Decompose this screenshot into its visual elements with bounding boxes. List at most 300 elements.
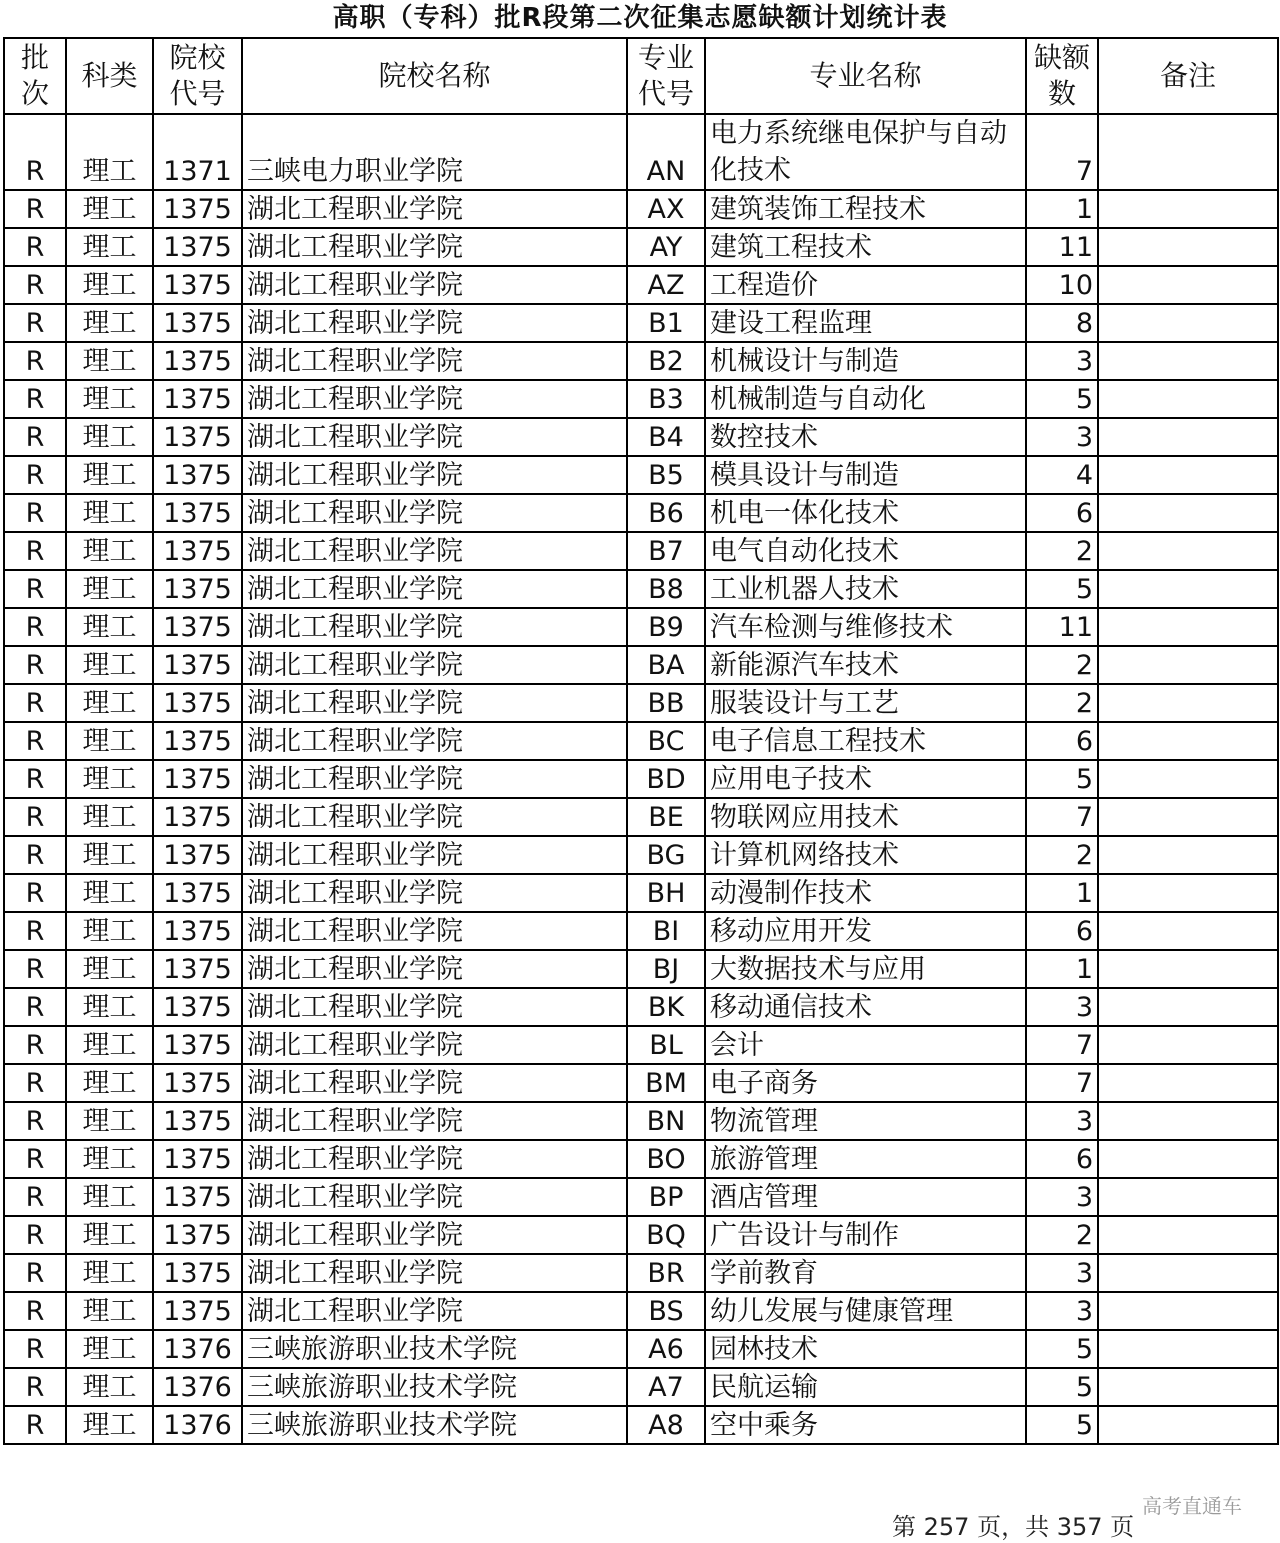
cell-major-code: BR (627, 1254, 705, 1292)
cell-vacancy: 7 (1026, 114, 1098, 190)
cell-school-code: 1375 (153, 494, 242, 532)
table-body (4, 114, 1278, 1444)
cell-major-code: BH (627, 874, 705, 912)
cell-school-code: 1375 (153, 950, 242, 988)
cell-batch: R (4, 722, 66, 760)
vacancy-table (3, 37, 1279, 1445)
cell-category: 理工 (66, 684, 153, 722)
table-row (4, 1026, 1278, 1064)
cell-vacancy: 2 (1026, 836, 1098, 874)
cell-batch: R (4, 1140, 66, 1178)
table-row (4, 266, 1278, 304)
cell-major-name: 电子信息工程技术 (705, 722, 1026, 760)
table-row (4, 418, 1278, 456)
cell-vacancy: 2 (1026, 1216, 1098, 1254)
cell-notes (1098, 1064, 1278, 1102)
cell-category: 理工 (66, 1406, 153, 1444)
cell-major-name: 园林技术 (705, 1330, 1026, 1368)
cell-notes (1098, 1140, 1278, 1178)
cell-school-name: 湖北工程职业学院 (242, 836, 627, 874)
cell-major-code: BG (627, 836, 705, 874)
cell-notes (1098, 228, 1278, 266)
cell-major-code: BM (627, 1064, 705, 1102)
cell-batch: R (4, 494, 66, 532)
cell-major-name: 建筑工程技术 (705, 228, 1026, 266)
cell-notes (1098, 1026, 1278, 1064)
cell-vacancy: 11 (1026, 228, 1098, 266)
cell-major-code: BE (627, 798, 705, 836)
cell-school-name: 湖北工程职业学院 (242, 418, 627, 456)
cell-notes (1098, 532, 1278, 570)
cell-category: 理工 (66, 570, 153, 608)
cell-major-name: 机械设计与制造 (705, 342, 1026, 380)
cell-major-name: 电气自动化技术 (705, 532, 1026, 570)
cell-category: 理工 (66, 1102, 153, 1140)
cell-vacancy: 2 (1026, 646, 1098, 684)
cell-school-name: 湖北工程职业学院 (242, 494, 627, 532)
cell-school-name: 湖北工程职业学院 (242, 684, 627, 722)
cell-school-name: 湖北工程职业学院 (242, 532, 627, 570)
cell-major-name: 建设工程监理 (705, 304, 1026, 342)
cell-major-code: A6 (627, 1330, 705, 1368)
table-row (4, 646, 1278, 684)
cell-category: 理工 (66, 418, 153, 456)
cell-vacancy: 6 (1026, 494, 1098, 532)
cell-school-name: 湖北工程职业学院 (242, 722, 627, 760)
cell-school-code: 1375 (153, 1064, 242, 1102)
cell-category: 理工 (66, 1216, 153, 1254)
cell-batch: R (4, 456, 66, 494)
cell-vacancy: 3 (1026, 1254, 1098, 1292)
cell-vacancy: 11 (1026, 608, 1098, 646)
cell-batch: R (4, 1178, 66, 1216)
cell-school-name: 湖北工程职业学院 (242, 228, 627, 266)
cell-school-code: 1375 (153, 874, 242, 912)
cell-batch: R (4, 1064, 66, 1102)
cell-school-name: 湖北工程职业学院 (242, 1102, 627, 1140)
cell-school-name: 湖北工程职业学院 (242, 798, 627, 836)
cell-major-code: BO (627, 1140, 705, 1178)
cell-major-code: B1 (627, 304, 705, 342)
cell-school-code: 1375 (153, 342, 242, 380)
cell-major-code: A8 (627, 1406, 705, 1444)
cell-school-code: 1376 (153, 1330, 242, 1368)
cell-major-name: 应用电子技术 (705, 760, 1026, 798)
header-category: 科类 (66, 38, 153, 114)
cell-major-code: B5 (627, 456, 705, 494)
document-title: 高职（专科）批R段第二次征集志愿缺额计划统计表 (332, 3, 948, 33)
cell-school-name: 湖北工程职业学院 (242, 950, 627, 988)
cell-major-code: B6 (627, 494, 705, 532)
cell-notes (1098, 722, 1278, 760)
cell-notes (1098, 418, 1278, 456)
cell-major-name: 物联网应用技术 (705, 798, 1026, 836)
cell-school-code: 1375 (153, 1292, 242, 1330)
cell-school-name: 湖北工程职业学院 (242, 1216, 627, 1254)
cell-school-name: 湖北工程职业学院 (242, 456, 627, 494)
table-row (4, 1064, 1278, 1102)
table-row (4, 1216, 1278, 1254)
cell-school-name: 湖北工程职业学院 (242, 304, 627, 342)
cell-category: 理工 (66, 722, 153, 760)
cell-vacancy: 1 (1026, 950, 1098, 988)
cell-major-name: 数控技术 (705, 418, 1026, 456)
cell-batch: R (4, 988, 66, 1026)
table-row (4, 1330, 1278, 1368)
cell-major-name: 移动应用开发 (705, 912, 1026, 950)
cell-major-code: BN (627, 1102, 705, 1140)
cell-school-code: 1375 (153, 1140, 242, 1178)
cell-school-code: 1376 (153, 1368, 242, 1406)
watermark: 高考直通车 (1142, 1494, 1242, 1518)
cell-school-name: 湖北工程职业学院 (242, 1026, 627, 1064)
cell-vacancy: 3 (1026, 342, 1098, 380)
cell-major-name: 幼儿发展与健康管理 (705, 1292, 1026, 1330)
cell-major-code: BP (627, 1178, 705, 1216)
header-vacancy: 缺额数 (1026, 38, 1098, 114)
cell-batch: R (4, 266, 66, 304)
cell-major-name: 工业机器人技术 (705, 570, 1026, 608)
cell-batch: R (4, 1102, 66, 1140)
cell-batch: R (4, 1254, 66, 1292)
cell-batch: R (4, 760, 66, 798)
table-row (4, 304, 1278, 342)
cell-major-name: 机电一体化技术 (705, 494, 1026, 532)
cell-notes (1098, 760, 1278, 798)
cell-vacancy: 4 (1026, 456, 1098, 494)
cell-major-code: BC (627, 722, 705, 760)
cell-major-name: 机械制造与自动化 (705, 380, 1026, 418)
cell-category: 理工 (66, 646, 153, 684)
cell-batch: R (4, 1330, 66, 1368)
cell-school-code: 1375 (153, 760, 242, 798)
cell-batch: R (4, 1406, 66, 1444)
table-row (4, 722, 1278, 760)
cell-vacancy: 6 (1026, 1140, 1098, 1178)
table-row (4, 608, 1278, 646)
table-row (4, 950, 1278, 988)
cell-school-name: 三峡旅游职业技术学院 (242, 1368, 627, 1406)
cell-category: 理工 (66, 1178, 153, 1216)
cell-batch: R (4, 380, 66, 418)
cell-batch: R (4, 912, 66, 950)
cell-vacancy: 5 (1026, 1368, 1098, 1406)
cell-category: 理工 (66, 380, 153, 418)
cell-notes (1098, 608, 1278, 646)
header-batch: 批次 (4, 38, 66, 114)
cell-major-code: AZ (627, 266, 705, 304)
cell-vacancy: 3 (1026, 1102, 1098, 1140)
cell-school-code: 1376 (153, 1406, 242, 1444)
cell-notes (1098, 912, 1278, 950)
cell-notes (1098, 1254, 1278, 1292)
header-major-name: 专业名称 (705, 38, 1026, 114)
table-row (4, 1368, 1278, 1406)
cell-vacancy: 7 (1026, 1026, 1098, 1064)
cell-major-code: BI (627, 912, 705, 950)
cell-school-name: 湖北工程职业学院 (242, 1140, 627, 1178)
cell-notes (1098, 304, 1278, 342)
cell-major-name: 汽车检测与维修技术 (705, 608, 1026, 646)
cell-major-name: 民航运输 (705, 1368, 1026, 1406)
cell-batch: R (4, 114, 66, 190)
cell-batch: R (4, 1368, 66, 1406)
cell-category: 理工 (66, 1026, 153, 1064)
cell-batch: R (4, 1292, 66, 1330)
cell-school-code: 1375 (153, 1102, 242, 1140)
cell-major-code: BJ (627, 950, 705, 988)
cell-major-name: 物流管理 (705, 1102, 1026, 1140)
cell-category: 理工 (66, 342, 153, 380)
cell-category: 理工 (66, 874, 153, 912)
cell-notes (1098, 266, 1278, 304)
cell-school-name: 湖北工程职业学院 (242, 342, 627, 380)
table-row (4, 760, 1278, 798)
cell-school-code: 1375 (153, 570, 242, 608)
cell-major-name: 酒店管理 (705, 1178, 1026, 1216)
cell-school-code: 1375 (153, 988, 242, 1026)
cell-school-name: 湖北工程职业学院 (242, 1292, 627, 1330)
cell-school-code: 1375 (153, 380, 242, 418)
cell-major-name: 广告设计与制作 (705, 1216, 1026, 1254)
cell-vacancy: 3 (1026, 418, 1098, 456)
cell-notes (1098, 1292, 1278, 1330)
cell-school-code: 1375 (153, 532, 242, 570)
table-row (4, 874, 1278, 912)
table-row (4, 570, 1278, 608)
cell-school-name: 三峡电力职业学院 (242, 114, 627, 190)
cell-vacancy: 8 (1026, 304, 1098, 342)
cell-category: 理工 (66, 304, 153, 342)
cell-category: 理工 (66, 1140, 153, 1178)
header-major-code: 专业代号 (627, 38, 705, 114)
cell-major-name: 大数据技术与应用 (705, 950, 1026, 988)
cell-major-code: B4 (627, 418, 705, 456)
cell-major-code: B2 (627, 342, 705, 380)
table-row (4, 1102, 1278, 1140)
cell-vacancy: 5 (1026, 570, 1098, 608)
header-school-name: 院校名称 (242, 38, 627, 114)
cell-school-name: 湖北工程职业学院 (242, 1254, 627, 1292)
header-school-code: 院校代号 (153, 38, 242, 114)
cell-notes (1098, 494, 1278, 532)
cell-vacancy: 2 (1026, 684, 1098, 722)
table-row (4, 190, 1278, 228)
cell-vacancy: 3 (1026, 1178, 1098, 1216)
cell-major-code: BL (627, 1026, 705, 1064)
cell-category: 理工 (66, 950, 153, 988)
cell-category: 理工 (66, 190, 153, 228)
cell-major-name: 动漫制作技术 (705, 874, 1026, 912)
cell-category: 理工 (66, 988, 153, 1026)
cell-major-name: 会计 (705, 1026, 1026, 1064)
table-row (4, 912, 1278, 950)
cell-school-name: 湖北工程职业学院 (242, 266, 627, 304)
cell-major-code: AY (627, 228, 705, 266)
cell-school-code: 1375 (153, 912, 242, 950)
cell-major-name: 新能源汽车技术 (705, 646, 1026, 684)
cell-notes (1098, 950, 1278, 988)
cell-category: 理工 (66, 1292, 153, 1330)
cell-school-name: 三峡旅游职业技术学院 (242, 1406, 627, 1444)
cell-notes (1098, 114, 1278, 190)
cell-school-name: 湖北工程职业学院 (242, 190, 627, 228)
cell-vacancy: 5 (1026, 760, 1098, 798)
cell-vacancy: 5 (1026, 1406, 1098, 1444)
cell-school-name: 湖北工程职业学院 (242, 988, 627, 1026)
cell-major-code: AX (627, 190, 705, 228)
cell-vacancy: 5 (1026, 380, 1098, 418)
cell-category: 理工 (66, 836, 153, 874)
table-row (4, 836, 1278, 874)
table-row (4, 1178, 1278, 1216)
cell-major-code: BB (627, 684, 705, 722)
cell-vacancy: 6 (1026, 722, 1098, 760)
cell-school-code: 1375 (153, 418, 242, 456)
table-row (4, 1254, 1278, 1292)
cell-batch: R (4, 304, 66, 342)
cell-category: 理工 (66, 456, 153, 494)
cell-school-name: 湖北工程职业学院 (242, 646, 627, 684)
cell-batch: R (4, 228, 66, 266)
cell-batch: R (4, 1216, 66, 1254)
cell-batch: R (4, 418, 66, 456)
cell-category: 理工 (66, 266, 153, 304)
cell-batch: R (4, 874, 66, 912)
cell-category: 理工 (66, 608, 153, 646)
table-row (4, 494, 1278, 532)
cell-major-name: 模具设计与制造 (705, 456, 1026, 494)
cell-school-code: 1375 (153, 1026, 242, 1064)
cell-major-code: AN (627, 114, 705, 190)
table-row (4, 684, 1278, 722)
cell-batch: R (4, 798, 66, 836)
cell-category: 理工 (66, 114, 153, 190)
cell-batch: R (4, 570, 66, 608)
cell-batch: R (4, 532, 66, 570)
table-header-row (4, 38, 1278, 114)
table-row (4, 798, 1278, 836)
table-row (4, 1140, 1278, 1178)
cell-major-name: 学前教育 (705, 1254, 1026, 1292)
cell-major-code: B8 (627, 570, 705, 608)
cell-school-name: 湖北工程职业学院 (242, 380, 627, 418)
cell-major-code: B7 (627, 532, 705, 570)
cell-category: 理工 (66, 1254, 153, 1292)
cell-category: 理工 (66, 532, 153, 570)
cell-school-code: 1375 (153, 190, 242, 228)
cell-school-code: 1375 (153, 456, 242, 494)
cell-school-code: 1375 (153, 646, 242, 684)
cell-batch: R (4, 1026, 66, 1064)
cell-major-code: BQ (627, 1216, 705, 1254)
cell-batch: R (4, 342, 66, 380)
cell-notes (1098, 874, 1278, 912)
cell-major-name: 建筑装饰工程技术 (705, 190, 1026, 228)
cell-batch: R (4, 190, 66, 228)
cell-notes (1098, 836, 1278, 874)
cell-school-name: 湖北工程职业学院 (242, 912, 627, 950)
cell-school-name: 湖北工程职业学院 (242, 1178, 627, 1216)
cell-major-name: 工程造价 (705, 266, 1026, 304)
table-row (4, 342, 1278, 380)
cell-vacancy: 7 (1026, 1064, 1098, 1102)
cell-school-code: 1375 (153, 1216, 242, 1254)
header-notes: 备注 (1098, 38, 1278, 114)
cell-major-name: 电子商务 (705, 1064, 1026, 1102)
cell-vacancy: 3 (1026, 1292, 1098, 1330)
cell-category: 理工 (66, 912, 153, 950)
cell-category: 理工 (66, 1064, 153, 1102)
cell-school-code: 1375 (153, 722, 242, 760)
cell-major-code: BS (627, 1292, 705, 1330)
cell-vacancy: 6 (1026, 912, 1098, 950)
cell-school-code: 1375 (153, 1178, 242, 1216)
cell-notes (1098, 1368, 1278, 1406)
table-row (4, 114, 1278, 190)
page-footer: 第 257 页，共 357 页 (892, 1513, 1135, 1541)
table-row (4, 988, 1278, 1026)
cell-major-code: B9 (627, 608, 705, 646)
cell-category: 理工 (66, 494, 153, 532)
cell-major-code: B3 (627, 380, 705, 418)
cell-notes (1098, 1216, 1278, 1254)
cell-notes (1098, 380, 1278, 418)
cell-vacancy: 5 (1026, 1330, 1098, 1368)
cell-notes (1098, 456, 1278, 494)
cell-major-name: 电力系统继电保护与自动化技术 (705, 114, 1026, 190)
cell-school-code: 1375 (153, 608, 242, 646)
cell-notes (1098, 1406, 1278, 1444)
cell-notes (1098, 684, 1278, 722)
cell-notes (1098, 1178, 1278, 1216)
cell-batch: R (4, 646, 66, 684)
cell-notes (1098, 570, 1278, 608)
cell-vacancy: 7 (1026, 798, 1098, 836)
table-row (4, 380, 1278, 418)
table-row (4, 1406, 1278, 1444)
cell-batch: R (4, 950, 66, 988)
cell-notes (1098, 1330, 1278, 1368)
cell-notes (1098, 342, 1278, 380)
cell-category: 理工 (66, 1330, 153, 1368)
cell-vacancy: 2 (1026, 532, 1098, 570)
cell-school-name: 湖北工程职业学院 (242, 760, 627, 798)
cell-major-code: BD (627, 760, 705, 798)
cell-notes (1098, 1102, 1278, 1140)
cell-vacancy: 1 (1026, 874, 1098, 912)
cell-notes (1098, 190, 1278, 228)
cell-school-code: 1375 (153, 1254, 242, 1292)
cell-category: 理工 (66, 228, 153, 266)
cell-school-name: 三峡旅游职业技术学院 (242, 1330, 627, 1368)
cell-major-name: 旅游管理 (705, 1140, 1026, 1178)
cell-category: 理工 (66, 760, 153, 798)
cell-school-code: 1371 (153, 114, 242, 190)
cell-school-name: 湖北工程职业学院 (242, 874, 627, 912)
cell-school-code: 1375 (153, 798, 242, 836)
cell-school-name: 湖北工程职业学院 (242, 570, 627, 608)
cell-school-code: 1375 (153, 836, 242, 874)
cell-school-code: 1375 (153, 684, 242, 722)
cell-major-name: 服装设计与工艺 (705, 684, 1026, 722)
cell-category: 理工 (66, 798, 153, 836)
cell-school-name: 湖北工程职业学院 (242, 1064, 627, 1102)
cell-vacancy: 1 (1026, 190, 1098, 228)
cell-batch: R (4, 836, 66, 874)
cell-school-code: 1375 (153, 304, 242, 342)
cell-batch: R (4, 684, 66, 722)
